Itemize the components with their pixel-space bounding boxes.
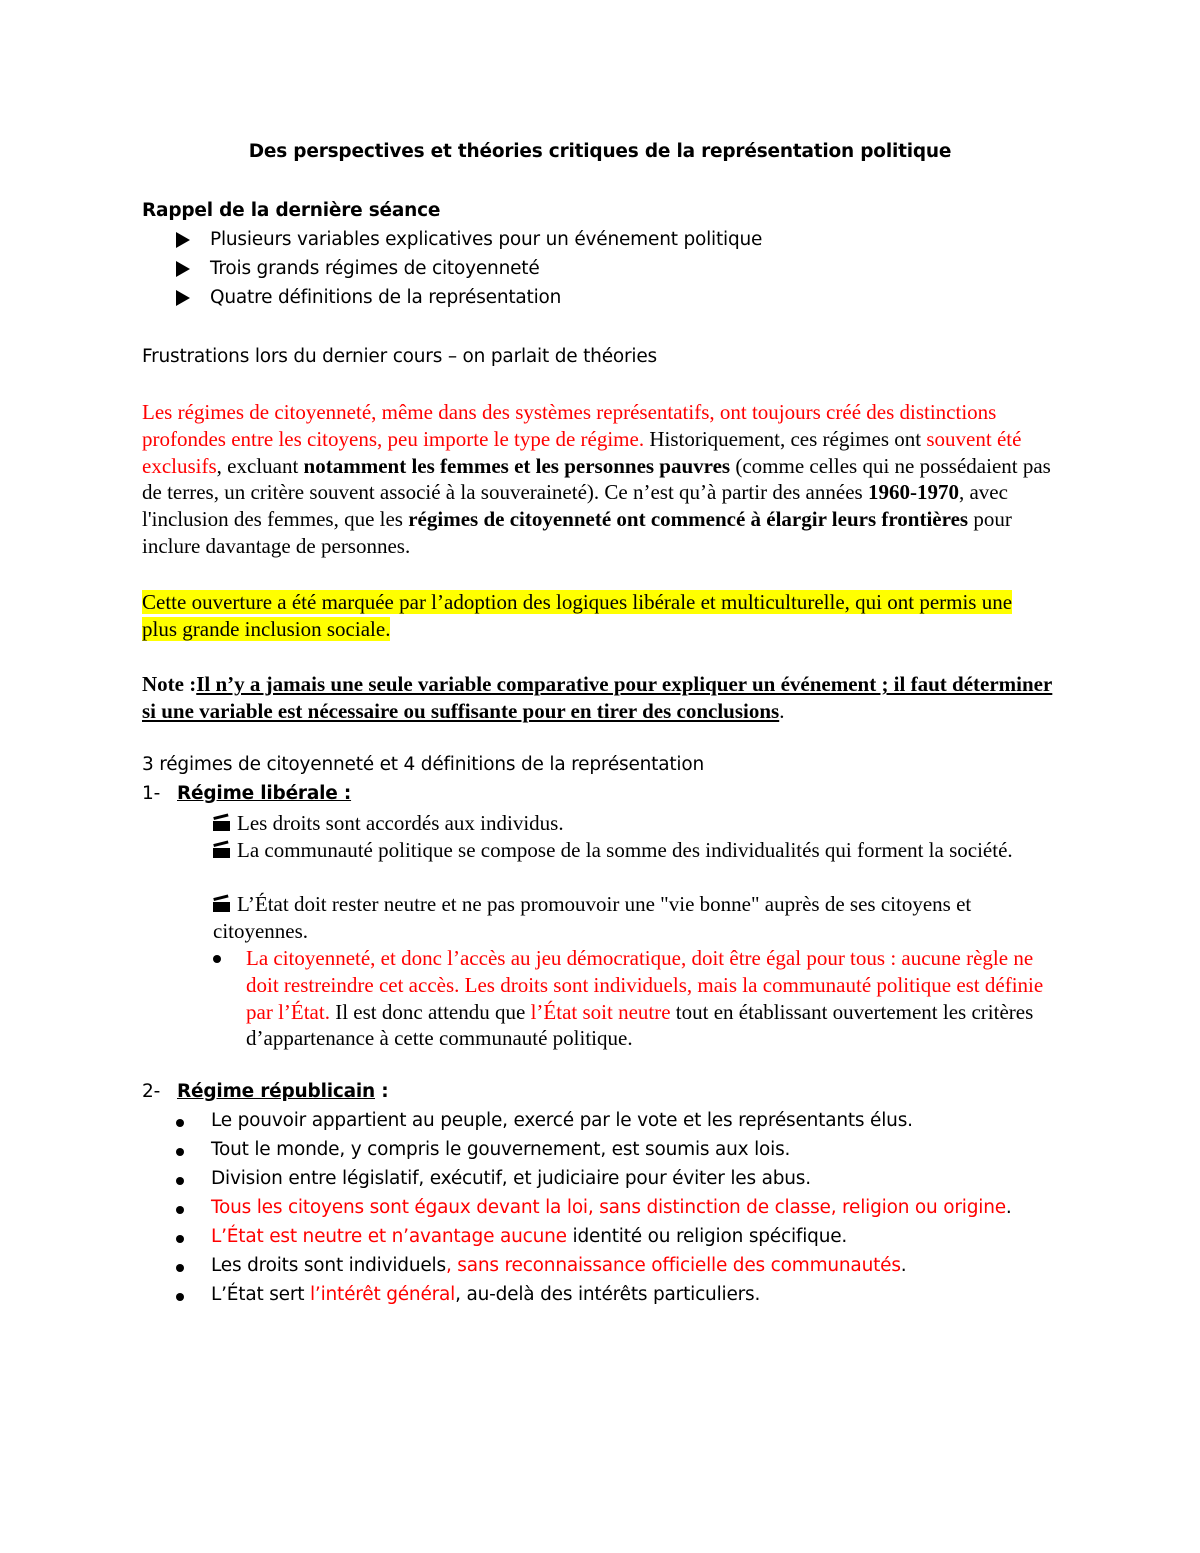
clapperboard-icon bbox=[213, 817, 230, 831]
highlighted-paragraph: Cette ouverture a été marquée par l’adoption des logiques libérale et multiculturelle, qui ont permis une plus grande inclusion sociale. bbox=[142, 590, 1013, 641]
republicain-item: Les droits sont individuels, sans reconnaissance officielle des communautés. bbox=[211, 1255, 906, 1276]
note-paragraph: Note :Il n’y a jamais une seule variable comparative pour expliquer un événement ; il faut déterminer si une variable est nécessaire ou suffisante pour en tirer des conclusions. bbox=[142, 672, 1053, 723]
clapperboard-icon bbox=[213, 844, 230, 858]
republicain-item: Division entre législatif, exécutif, et judiciaire pour éviter les abus. bbox=[211, 1168, 811, 1189]
triangle-bullet-icon bbox=[176, 261, 190, 277]
regimes-intro: 3 régimes de citoyenneté et 4 définitions de la représentation bbox=[142, 754, 705, 775]
republicain-item: L’État est neutre et n’avantage aucune identité ou religion spécifique. bbox=[211, 1226, 847, 1247]
rappel-item: Quatre définitions de la représentation bbox=[180, 287, 561, 308]
republicain-heading: 2- Régime républicain : bbox=[142, 1081, 389, 1102]
republicain-item: Le pouvoir appartient au peuple, exercé par le vote et les représentants élus. bbox=[211, 1110, 913, 1131]
rappel-item: Trois grands régimes de citoyenneté bbox=[180, 258, 540, 279]
paragraph-historique: Les régimes de citoyenneté, même dans des systèmes représentatifs, ont toujours créé des distinctions profondes entre les citoyens, peu importe le type de régime. Historiquement, ces régimes ont souvent été exclusifs, excluant notamment les femmes et les personnes pauvres (comme celles qui ne possédaient pas de terres, un critère souvent associé à la souveraineté). Ce n’est qu’à partir des années 1960-1970, avec l'inclusion des femmes, que les régimes de citoyenneté ont commencé à élargir leurs frontières pour inclure davantage de personnes. bbox=[142, 400, 1051, 558]
bullet-dot-icon bbox=[176, 1177, 184, 1185]
republicain-item: Tout le monde, y compris le gouvernement, est soumis aux lois. bbox=[211, 1139, 790, 1160]
liberal-item: Les droits sont accordés aux individus. bbox=[213, 810, 1053, 837]
note-label: Note : bbox=[142, 672, 197, 696]
republicain-item: L’État sert l’intérêt général, au-delà des intérêts particuliers. bbox=[211, 1284, 760, 1305]
republicain-item: Tous les citoyens sont égaux devant la loi, sans distinction de classe, religion ou origine. bbox=[211, 1197, 1012, 1218]
bullet-dot-icon bbox=[213, 955, 221, 963]
bullet-dot-icon bbox=[176, 1119, 184, 1127]
bullet-dot-icon bbox=[176, 1235, 184, 1243]
note-text: Il n’y a jamais une seule variable comparative pour expliquer un événement ; il faut déterminer si une variable est nécessaire ou suffisante pour en tirer des conclusions bbox=[142, 672, 1053, 723]
clapperboard-icon bbox=[213, 898, 230, 912]
liberal-heading: 1- Régime libérale : bbox=[142, 783, 352, 804]
liberal-dot-item: La citoyenneté, et donc l’accès au jeu démocratique, doit être égal pour tous : aucune règle ne doit restreindre cet accès. Les droits sont individuels, mais la communauté politique est définie par l’État. Il est donc attendu que l’État soit neutre tout en établissant ouvertement les critères d’appartenance à cette communauté politique. bbox=[246, 945, 1056, 1052]
liberal-item: L’État doit rester neutre et ne pas promouvoir une "vie bonne" auprès de ses citoyens et citoyennes. bbox=[213, 892, 972, 943]
frustrations-line: Frustrations lors du dernier cours – on parlait de théories bbox=[142, 346, 657, 367]
triangle-bullet-icon bbox=[176, 232, 190, 248]
triangle-bullet-icon bbox=[176, 290, 190, 306]
bullet-dot-icon bbox=[176, 1206, 184, 1214]
liberal-item: La communauté politique se compose de la somme des individualités qui forment la société. bbox=[213, 837, 1053, 864]
rappel-heading: Rappel de la dernière séance bbox=[142, 200, 441, 221]
bullet-dot-icon bbox=[176, 1264, 184, 1272]
bullet-dot-icon bbox=[176, 1293, 184, 1301]
rappel-item: Plusieurs variables explicatives pour un événement politique bbox=[180, 229, 762, 250]
bullet-dot-icon bbox=[176, 1148, 184, 1156]
document-title: Des perspectives et théories critiques de la représentation politique bbox=[248, 141, 952, 162]
